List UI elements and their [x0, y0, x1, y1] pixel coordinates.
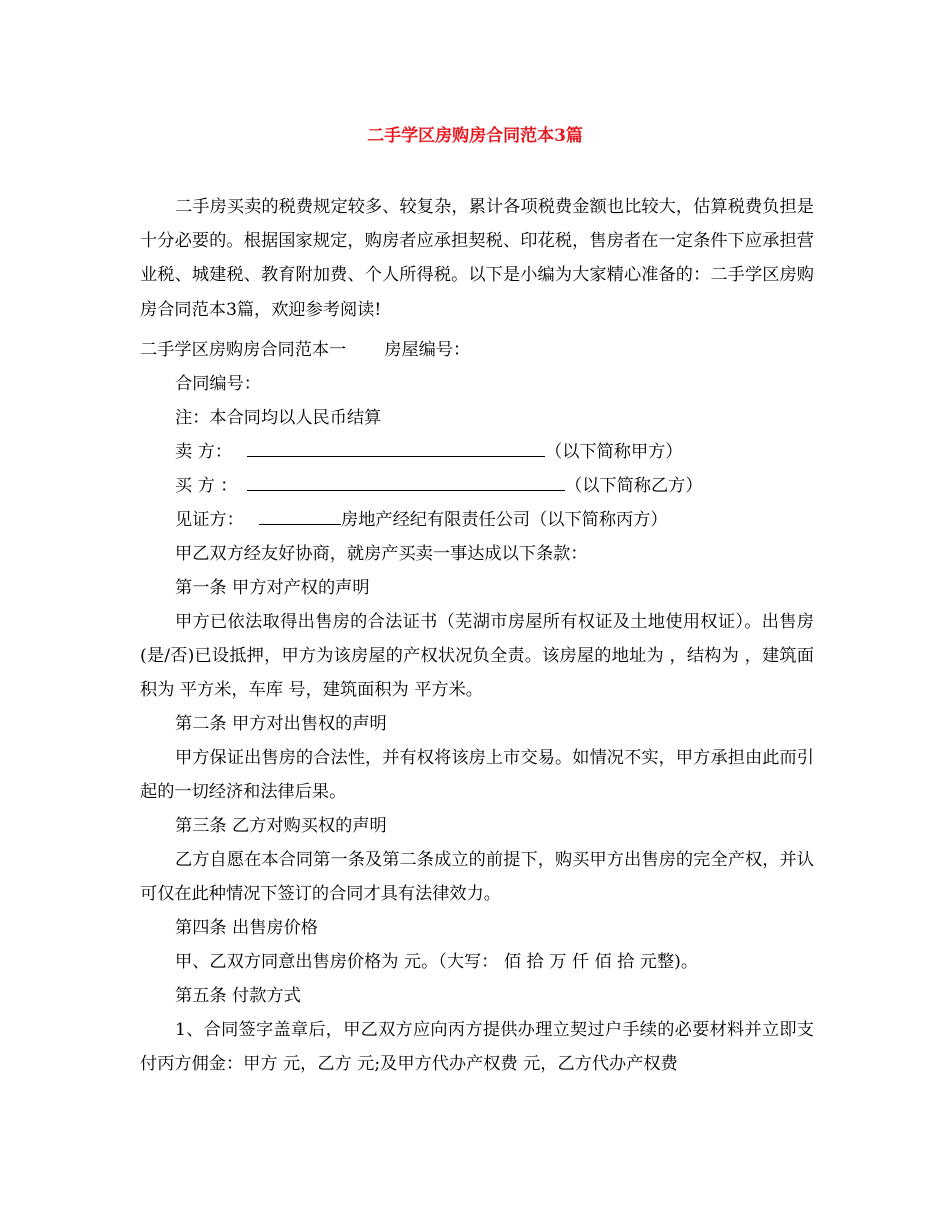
- intro-paragraph: 二手房买卖的税费规定较多、较复杂，累计各项税费金额也比较大，估算税费负担是十分必要的。根据国家规定，购房者应承担契税、印花税，售房者在一定条件下应承担营业税、城建税、教育附加费、个人所得税。以下是小编为大家精心准备的：二手学区房购房合同范本3篇，欢迎参考阅读!: [140, 197, 814, 320]
- house-no-label: 房屋编号：: [384, 340, 471, 360]
- seller-line: [175, 435, 683, 469]
- seller-blank[interactable]: [247, 439, 545, 457]
- article1-body: 甲方已依法取得出售房的合法证书（芜湖市房屋所有权证及土地使用权证）。出售房(是/否)已设抵押，甲方为该房屋的产权状况负全责。该房屋的地址为 ，结构为 ，建筑面积为 平方米，车库 号，建筑面积为 平方米。: [140, 612, 814, 701]
- agreement-line: 甲乙双方经友好协商，就房产买卖一事达成以下条款：: [175, 544, 588, 564]
- witness-suffix: 房地产经纪有限责任公司（以下简称丙方）: [341, 510, 668, 530]
- currency-note: 注：本合同均以人民币结算: [175, 408, 382, 428]
- witness-blank[interactable]: [259, 507, 341, 525]
- article2-body: 甲方保证出售房的合法性，并有权将该房上市交易。如情况不实，甲方承担由此而引起的一切经济和法律后果。: [140, 748, 814, 803]
- section1-heading: 二手学区房购房合同范本一: [140, 340, 347, 360]
- article4-body: 甲、乙双方同意出售房价格为 元。（大写： 佰 拾 万 仟 佰 拾 元整)。: [175, 952, 699, 972]
- section1-heading-line: [140, 333, 470, 367]
- article5-heading: 第五条 付款方式: [175, 986, 301, 1006]
- article4-heading: 第四条 出售房价格: [175, 918, 318, 938]
- document-title: 二手学区房购房合同范本3篇: [367, 126, 583, 146]
- buyer-blank[interactable]: [247, 473, 565, 491]
- article1-heading: 第一条 甲方对产权的声明: [175, 578, 370, 598]
- buyer-suffix: （以下简称乙方）: [565, 476, 703, 496]
- seller-label: 卖 方：: [175, 442, 233, 462]
- buyer-label: 买 方 ：: [175, 476, 238, 496]
- witness-label: 见证方：: [175, 510, 244, 530]
- seller-suffix: （以下简称甲方）: [545, 442, 683, 462]
- article2-heading: 第二条 甲方对出售权的声明: [175, 714, 387, 734]
- article5-item1: 1、合同签字盖章后，甲乙双方应向丙方提供办理立契过户手续的必要材料并立即支付丙方佣金：甲方 元，乙方 元;及甲方代办产权费 元，乙方代办产权费: [140, 1020, 814, 1075]
- contract-no-label: 合同编号：: [175, 374, 261, 394]
- buyer-line: [175, 469, 703, 503]
- witness-line: [175, 503, 668, 537]
- article3-body: 乙方自愿在本合同第一条及第二条成立的前提下，购买甲方出售房的完全产权，并认可仅在此种情况下签订的合同才具有法律效力。: [140, 850, 814, 905]
- article3-heading: 第三条 乙方对购买权的声明: [175, 816, 387, 836]
